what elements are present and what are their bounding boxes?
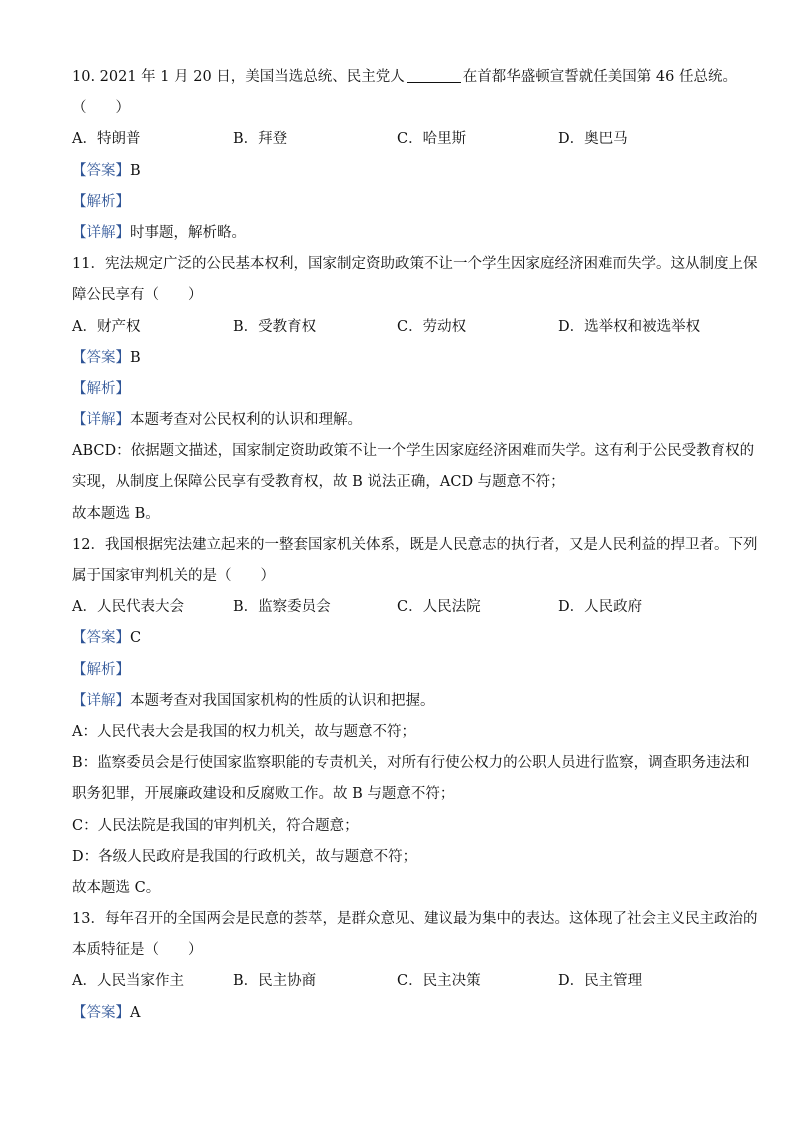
answer-tag: 【答案】 <box>72 349 130 366</box>
q13-option-c: C．民主决策 <box>397 973 481 990</box>
answer-tag: 【答案】 <box>72 630 130 647</box>
q10-stem-start: 10. 2021 年 1 月 20 日，美国当选总统、民主党人 <box>72 69 405 85</box>
q11-detail-text: 本题考查对公民权利的认识和理解。 <box>130 412 362 429</box>
q11-detail <box>72 405 732 436</box>
q10-stem <box>72 62 737 93</box>
q11-conclusion: 故本题选 B。 <box>72 505 160 522</box>
q12-analysis <box>72 655 732 686</box>
q12-detail-text: 本题考查对我国国家机构的性质的认识和把握。 <box>130 692 435 709</box>
q10-analysis <box>72 187 732 218</box>
q12-conclusion: 故本题选 C。 <box>72 879 161 896</box>
q12-stem-line1: 12．我国根据宪法建立起来的一整套国家机关体系，既是人民意志的执行者，又是人民利益的捍卫者。下列 <box>72 536 758 553</box>
q11-stem-line2: 障公民享有（ ） <box>72 287 203 304</box>
q13-option-d: D．民主管理 <box>558 973 643 990</box>
analysis-tag: 【解析】 <box>72 380 130 397</box>
detail-tag: 【详解】 <box>72 224 130 241</box>
q10-option-b: B．拜登 <box>233 131 288 148</box>
q12-options <box>72 592 732 623</box>
q10-paren: （ ） <box>72 100 130 117</box>
q11-option-b: B．受教育权 <box>233 318 317 335</box>
q12-option-a: A．人民代表大会 <box>72 599 184 616</box>
q10-option-a: A．特朗普 <box>72 131 141 148</box>
detail-tag: 【详解】 <box>72 692 130 709</box>
q10-options <box>72 124 732 155</box>
q11-stem-line1: 11．宪法规定广泛的公民基本权利，国家制定资助政策不让一个学生因家庭经济困难而失学。这从制度上保 <box>72 256 758 273</box>
exam-page <box>72 62 758 1029</box>
q13-stem-line1: 13．每年召开的全国两会是民意的荟萃，是群众意见、建议最为集中的表达。这体现了社会主义民主政治的 <box>72 911 758 928</box>
q10-answer-value: B <box>130 162 141 179</box>
q11-explain-line2: 实现，从制度上保障公民享有受教育权，故 B 说法正确，ACD 与题意不符； <box>72 474 565 491</box>
q12-explain-a: A：人民代表大会是我国的权力机关，故与题意不符； <box>72 723 416 740</box>
q10-detail <box>72 218 732 249</box>
q11-answer <box>72 343 732 374</box>
q12-answer-value: C <box>130 630 142 647</box>
q11-explain-line1: ABCD：依据题文描述，国家制定资助政策不让一个学生因家庭经济困难而失学。这有利于公民受教育权的 <box>72 443 755 460</box>
answer-tag: 【答案】 <box>72 162 130 179</box>
q10-option-c: C．哈里斯 <box>397 131 467 148</box>
q12-option-d: D．人民政府 <box>558 599 643 616</box>
q13-options <box>72 966 732 997</box>
detail-tag: 【详解】 <box>72 412 130 429</box>
q11-option-d: D．选举权和被选举权 <box>558 318 701 335</box>
q10-answer <box>72 156 732 187</box>
q12-explain-b-line1: B：监察委员会是行使国家监察职能的专责机关，对所有行使公权力的公职人员进行监察，调查职务违法和 <box>72 755 750 772</box>
q11-option-a: A．财产权 <box>72 318 141 335</box>
analysis-tag: 【解析】 <box>72 661 130 678</box>
q10-detail-text: 时事题，解析略。 <box>130 224 246 241</box>
q13-answer <box>72 998 732 1029</box>
q12-explain-c: C：人民法院是我国的审判机关，符合题意； <box>72 817 359 834</box>
q11-answer-value: B <box>130 349 141 366</box>
q12-stem-line2: 属于国家审判机关的是（ ） <box>72 568 275 584</box>
q12-explain-b-line2: 职务犯罪，开展廉政建设和反腐败工作。故 B 与题意不符； <box>72 786 455 803</box>
q11-options <box>72 312 732 343</box>
q12-option-c: C．人民法院 <box>397 599 481 616</box>
analysis-tag: 【解析】 <box>72 193 130 210</box>
q13-answer-value: A <box>130 1004 141 1021</box>
q10-answer-blank <box>407 66 461 83</box>
answer-tag: 【答案】 <box>72 1004 130 1021</box>
q11-option-c: C．劳动权 <box>397 318 467 335</box>
q12-detail <box>72 686 732 717</box>
q10-stem-end: 在首都华盛顿宣誓就任美国第 46 任总统。 <box>462 69 737 85</box>
q13-option-b: B．民主协商 <box>233 973 317 990</box>
q12-answer <box>72 623 732 654</box>
q12-explain-d: D：各级人民政府是我国的行政机关，故与题意不符； <box>72 848 418 865</box>
q13-option-a: A．人民当家作主 <box>72 973 184 990</box>
q12-option-b: B．监察委员会 <box>233 599 331 616</box>
q10-option-d: D．奥巴马 <box>558 131 628 148</box>
q11-analysis <box>72 374 732 405</box>
q13-stem-line2: 本质特征是（ ） <box>72 942 203 959</box>
